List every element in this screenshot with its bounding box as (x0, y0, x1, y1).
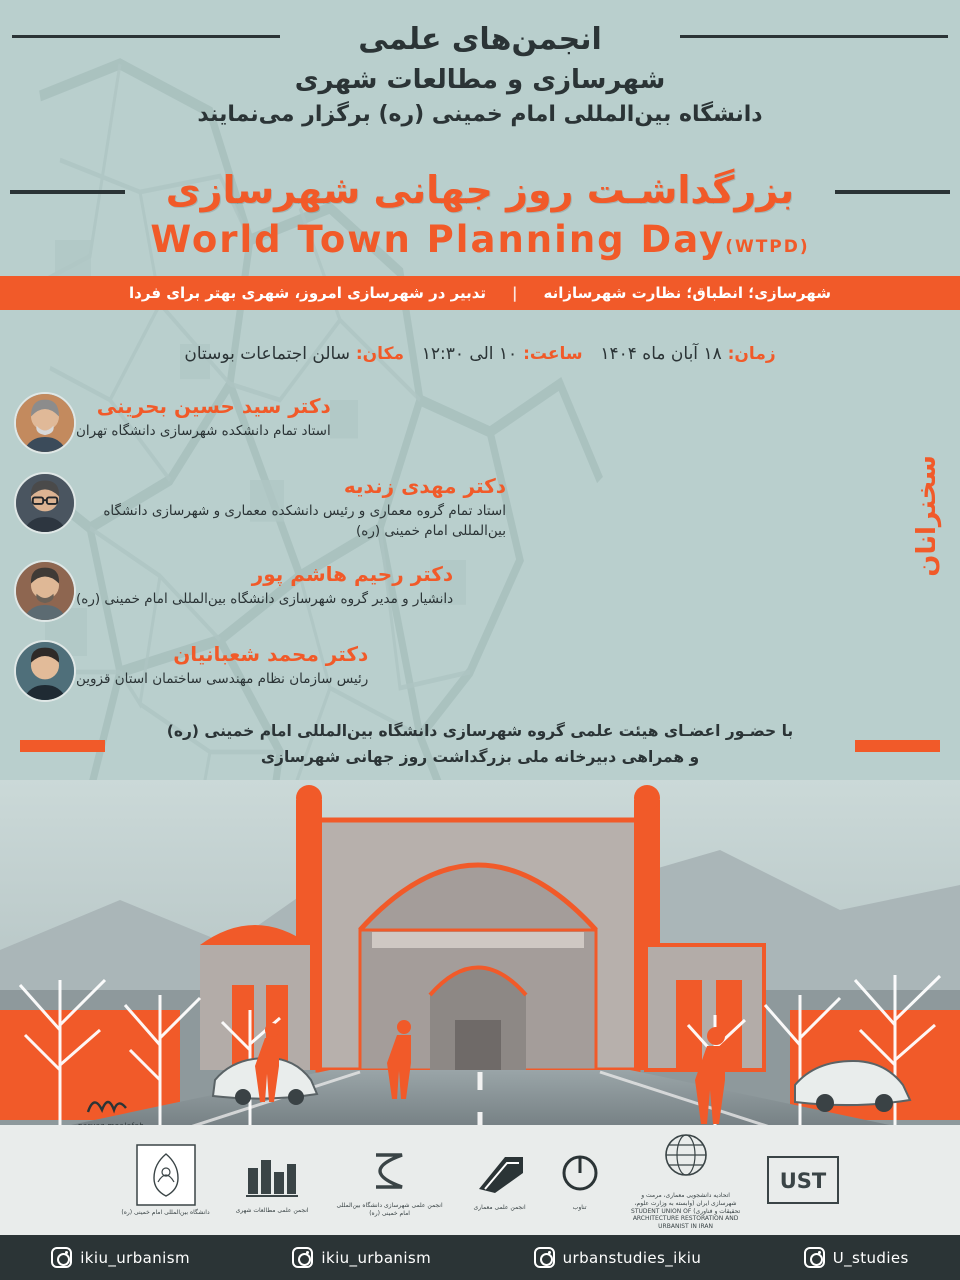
speaker-item (0, 392, 720, 454)
logo-ust-mark (767, 1156, 839, 1204)
speakers-list (0, 392, 960, 720)
social-item-4[interactable] (804, 1247, 909, 1268)
title-persian: بزرگداشـت روز جهانی شهرسازی (165, 168, 795, 212)
speaker-role: استاد تمام دانشکده شهرسازی دانشگاه تهران (76, 423, 331, 439)
speaker-role: دانشیار و مدیر گروه شهرسازی دانشگاه بین‌المللی امام خمینی (ره) (76, 590, 454, 607)
speaker-item (0, 640, 720, 702)
instagram-icon (534, 1247, 555, 1268)
header-line-3: دانشگاه بین‌المللی امام خمینی (ره) برگزار می‌نمایند (197, 102, 763, 128)
social-handle[interactable]: U_studies (832, 1248, 909, 1267)
speaker-item (0, 472, 720, 542)
logo-caption: انجمن علمی معماری (473, 1203, 526, 1211)
header-line-2: شهرسازی و مطالعات شهری (294, 64, 666, 95)
slogan-left: تدبیر در شهرسازی امروز، شهری بهتر برای فردا (129, 284, 487, 302)
speaker-role: استاد تمام گروه معماری و رئیس دانشکده معماری و شهرسازی دانشگاه بین‌المللی امام خمینی (ره) (103, 503, 506, 540)
speaker-photo-4 (14, 640, 76, 702)
header-line-1: انجمن‌های علمی (358, 22, 602, 57)
logo-urban-studies-association (236, 1146, 309, 1215)
title-english (0, 218, 960, 261)
speaker-name: دکتر سید حسین بحرینی (96, 394, 331, 418)
speaker-name: دکتر مهدی زندیه (343, 474, 506, 498)
time-label: زمان: (727, 344, 776, 364)
social-handle[interactable]: urbanstudies_ikiu (562, 1248, 702, 1267)
logo-urbanism-association-ikiu (335, 1143, 445, 1218)
header (0, 18, 960, 131)
place-value: سالن اجتماعات بوستان (184, 344, 350, 364)
slogan-bar (0, 276, 960, 310)
slogan-right: شهرسازی؛ انطباق؛ نظارت شهرسازانه (543, 284, 831, 302)
place-label: مکان: (355, 344, 404, 364)
city-gate-illustration (0, 780, 960, 1140)
footnote (0, 718, 960, 771)
time-value: ۱۸ آبان ماه ۱۴۰۴ (600, 344, 722, 364)
title-english-text: World Town Planning Day (150, 218, 726, 261)
social-item-2[interactable] (292, 1247, 431, 1268)
speaker-item (0, 560, 720, 622)
hour-label: ساعت: (523, 344, 583, 364)
logo-tanavob (555, 1149, 605, 1212)
social-item-1[interactable] (51, 1247, 190, 1268)
logo-caption: دانشگاه بین‌المللی امام خمینی (ره) (121, 1208, 210, 1216)
speaker-photo-3 (14, 560, 76, 622)
logo-caption: انجمن علمی شهرسازی دانشگاه بین‌المللی امام خمینی (ره) (336, 1201, 443, 1217)
speaker-role: رئیس سازمان نظام مهندسی ساختمان استان قزوین (76, 670, 369, 687)
instagram-icon (804, 1247, 825, 1268)
title-block (0, 168, 960, 261)
social-bar (0, 1235, 960, 1280)
instagram-icon (51, 1247, 72, 1268)
speaker-name: دکتر رحیم هاشم پور (251, 561, 454, 586)
logo-caption: تناوب (572, 1203, 587, 1211)
logo-strip (0, 1125, 960, 1235)
logo-architecture-association (471, 1149, 529, 1212)
speaker-photo-1 (14, 392, 76, 454)
footnote-line-2: و همراهی دبیرخانه ملی بزرگداشت روز جهانی شهرسازی (260, 748, 700, 767)
svg-text:UST: UST (779, 1169, 826, 1193)
logo-ikiu-international-university (121, 1144, 209, 1217)
slogan-separator: | (512, 284, 518, 302)
footnote-line-1: با حضـور اعضـای هیئت علمی گروه شهرسازی دانشگاه بین‌المللی امام خمینی (ره) (166, 722, 794, 740)
social-handle[interactable]: ikiu_urbanism (321, 1248, 432, 1267)
instagram-icon (292, 1247, 313, 1268)
title-abbreviation: (WTPD) (725, 237, 810, 257)
social-handle[interactable]: ikiu_urbanism (80, 1248, 190, 1267)
logo-caption: اتحادیه دانشجویی معماری، مرمت و شهرسازی ایران (وابسته به وزارت علوم، تحقیقات و فناوری) STUDENT UNION OF ARCHITECTURE RESTORATION AND URBANIST IN IRAN (631, 1192, 741, 1231)
logo-caption: انجمن علمی مطالعات شهری (235, 1206, 309, 1214)
speakers-side-label: سخنرانان (912, 455, 942, 577)
speaker-name: دکتر محمد شعبانیان (173, 641, 369, 666)
logo-student-union (631, 1129, 741, 1231)
parvaz-mashhad-mark (78, 1090, 144, 1130)
speaker-photo-2 (14, 472, 76, 534)
event-details (0, 344, 960, 364)
social-item-3[interactable] (534, 1247, 702, 1268)
hour-value: ۱۰ الی ۱۲:۳۰ (421, 344, 518, 364)
